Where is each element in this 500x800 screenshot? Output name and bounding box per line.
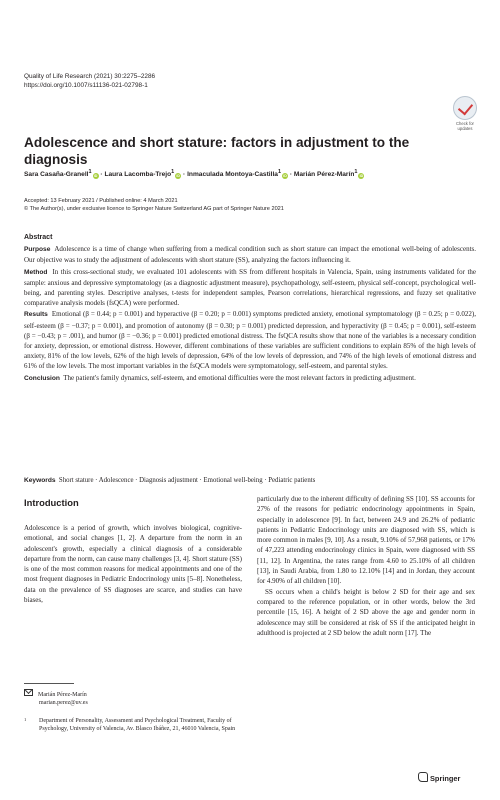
section-heading-introduction: Introduction	[24, 497, 79, 508]
abstract-purpose: Purpose Adolescence is a time of change when suffering from a medical condition such as short stature can impact the emotional well-being of adolescents. Our objective was to study the adjustment of adolescents with short stature (SS), analyzing the factors influencing it.	[24, 245, 476, 265]
body-column-left	[24, 523, 242, 605]
footnote-divider	[24, 683, 74, 684]
author-name[interactable]: Laura Lacomba-Trejo	[104, 171, 172, 179]
author-name[interactable]: Inmaculada Montoya-Castilla	[187, 171, 278, 179]
doi-link[interactable]: https://doi.org/10.1007/s11136-021-02798-1	[24, 82, 148, 89]
orcid-icon[interactable]	[358, 173, 364, 179]
body-paragraph: particularly due to the inherent difficulty of defining SS [10]. SS accounts for 27% of the reasons for pediatric endocrinology appointments in Spain, especially in adolescence [9]. In fact, between 24.9 and 26.2% of pediatric patients in Pediatric Endocrinology units are diagnosed with SS, which is more common in males [9, 10]. As a result, 9.10% of 57,968 patients, or 17% of 47,223 attending endocrinology clinics in Spain, were diagnosed with SS [11, 12]. In Argentina, the rates range from 4.60 to 25.10% of all children [13], in Saudi Arabia, from 1.80 to 12.10% [14] and in Jordan, they account for 4.90% of all children [10].	[257, 495, 475, 586]
article-title: Adolescence and short stature: factors in adjustment to the diagnosis	[24, 135, 410, 167]
corresponding-author-name: Marián Pérez-Marín	[38, 692, 87, 698]
affiliation-footnote: 1 Department of Personality, Assessment and Psychological Treatment, Faculty of Psychology, University of Valencia, Av. Blasco Ibáñez, 21, 46010 Valencia, Spain	[24, 717, 242, 733]
keywords-list: Short stature · Adolescence · Diagnosis adjustment · Emotional well-being · Pediatric patients	[58, 477, 316, 484]
abstract-heading: Abstract	[24, 234, 53, 241]
abstract-results: Results Emotional (β = 0.44; p = 0.001) and hyperactive (β = 0.20; p = 0.001) symptoms predicted anxiety, emotional symptomatology (β = 0.25; p = 0.022), self-esteem (β = −0.37; p = 0.001), and promotion of autonomy (β = 0.30; p = 0.001) predicted depression, and hyperactivity (β = 0.45; p = 0.001), self-esteem (β = −0.43; p = .001), and humor (β = −0.36; p = 0.001) predicted emotional distress. The fsQCA results show that none of the variables is a necessary condition for anxiety, depression, or emotional distress. However, different combinations of these variables are sufficient conditions to explain 85% of the high levels of anxiety, 81% of the low levels, 62% of the high levels of depression, 64% of the low levels of depression, and 74% of the high levels of emotional distress and 61% of the low levels. The most important variables in the fsQCA models were symptomatology, self-esteem, and parental styles.	[24, 310, 477, 371]
body-column-right	[257, 494, 475, 638]
author-name[interactable]: Sara Casaña-Granell	[24, 171, 89, 179]
springer-logo: Springer	[418, 772, 460, 783]
corresponding-email[interactable]: marian.perez@uv.es	[39, 700, 88, 707]
springer-horse-icon	[418, 772, 428, 782]
abstract-conclusion: Conclusion The patient's family dynamics, self-esteem, and emotional difficulties were the most relevant factors in predicting adjustment.	[24, 373, 416, 382]
corresponding-author	[24, 689, 242, 707]
author-name[interactable]: Marián Pérez-Marín	[293, 171, 355, 179]
journal-header	[24, 72, 155, 90]
affiliation-text: Department of Personality, Assessment and Psychological Treatment, Faculty of Psychology, University of Valencia, Av. Blasco Ibáñez, 21, 46010 Valencia, Spain	[39, 718, 236, 733]
copyright-line: © The Author(s), under exclusive licence to Springer Nature Switzerland AG part of Springer Nature 2021	[24, 206, 284, 213]
body-paragraph: Adolescence is a period of growth, which involves biological, cognitive-emotional, and social changes [1, 2]. A departure from the norm in an adolescent's growth, especially a clinical diagnosis of a considerable departure from the norm, can cause many challenges [3, 4]. Short stature (SS) is one of the most common reasons for medical appointments and one of the most frequent diagnoses in Pediatric Endocrinology units [5–8]. Nonetheless, data on the prevalence of SS diagnoses are scarce, and studies can have biases,	[24, 524, 242, 605]
accepted-date: Accepted: 13 February 2021 / Published online: 4 March 2021	[24, 198, 178, 204]
author-list: Sara Casaña-Granell$^1$iD · Laura Lacomba-Trejo$^1$iD · Inmaculada Montoya-Castilla$^1$iD · Marián Pérez-Marín$^1$iD	[24, 168, 484, 179]
keywords-label: Keywords	[24, 477, 56, 484]
keywords	[24, 476, 476, 485]
check-updates-icon	[453, 96, 477, 120]
abstract-method: Method In this cross-sectional study, we evaluated 101 adolescents with SS from different hospitals in Valencia, Spain, using instruments validated for the sample: anxious and depressive symptomatology (as a diagnostic adjustment measure), psychopathology, self-esteem, physical self-concept, psychological well-being, and parenting styles. Descriptive analyses, t-tests for independent samples, Pearson correlations, hierarchical regressions, and fuzzy set qualitative comparative analysis models (fsQCA) were performed.	[24, 267, 477, 308]
check-for-updates-badge[interactable]: Check for updates	[452, 96, 478, 131]
publication-dates	[24, 197, 484, 213]
journal-citation: Quality of Life Research (2021) 30:2275–2286	[24, 73, 156, 80]
envelope-icon	[24, 689, 33, 696]
abstract	[24, 233, 476, 385]
body-paragraph: SS occurs when a child's height is below 2 SD for their age and sex compared to the reference population, or in other words, below the 3rd percentile [15, 16]. A height of 2 SD above the age and gender norm in adolescence may still be considered at risk of SS if the anticipated height in adulthood is projected at 2 SD below the adult norm [17]. The	[257, 587, 475, 637]
